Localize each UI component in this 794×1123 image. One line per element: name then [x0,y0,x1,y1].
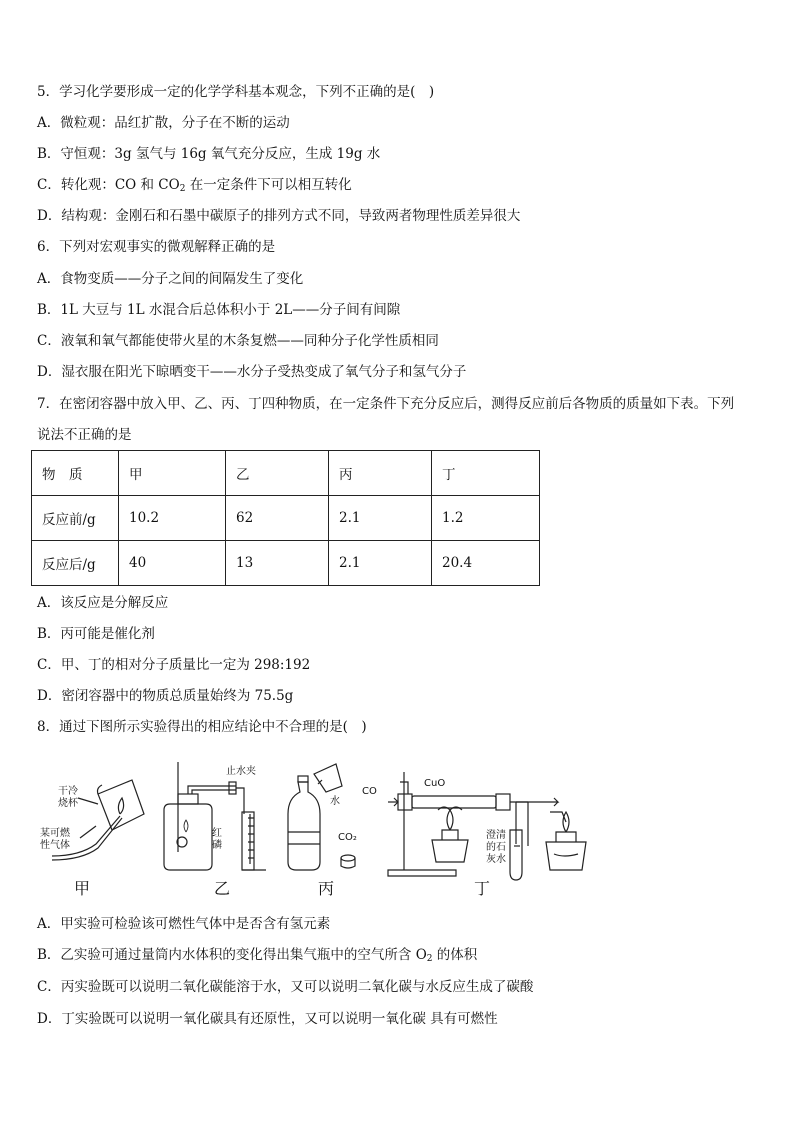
label-co2: CO₂ [338,832,357,843]
q8-stem: 8．通过下图所示实验得出的相应结论中不合理的是( ) [37,719,367,735]
q5-option-b: B．守恒观：3g 氢气与 16g 氧气充分反应，生成 19g 水 [37,146,381,162]
q8-option-a: A．甲实验可检验该可燃性气体中是否含有氢元素 [37,916,331,932]
apparatus-bing [288,764,355,870]
mass-table [31,450,540,586]
table-header-row [32,451,540,496]
label-clamp: 止水夹 [226,766,256,777]
table-cell: 反应后/g [32,541,119,586]
q7-option-b: B．丙可能是催化剂 [37,626,155,642]
label-gas-1: 某可燃 [40,828,70,839]
table-cell: 1.2 [432,496,540,541]
q8-b-text: B．乙实验可通过量筒内水体积的变化得出集气瓶中的空气所含 O [37,947,427,963]
label-lime-3: 灰水 [486,854,506,865]
table-cell: 甲 [119,451,226,496]
table-cell: 丁 [432,451,540,496]
table-cell: 乙 [226,451,329,496]
figure-label-jia: 甲 [74,879,91,898]
table-cell: 13 [226,541,329,586]
q7-option-d: D．密闭容器中的物质总质量始终为 75.5g [37,688,294,704]
q5-c-sub: 2 [179,184,186,194]
figure-label-yi: 乙 [214,879,231,898]
table-cell: 62 [226,496,329,541]
q6-option-a: A．食物变质——分子之间的间隔发生了变化 [37,271,304,287]
table-cell: 10.2 [119,496,226,541]
q6-stem: 6．下列对宏观事实的微观解释正确的是 [37,239,276,255]
label-red-2: 磷 [212,840,222,851]
table-cell: 40 [119,541,226,586]
table-cell: 物 质 [32,451,119,496]
apparatus-yi [164,762,266,870]
table-row [32,496,540,541]
label-red-1: 红 [212,828,222,839]
table-cell: 2.1 [329,541,432,586]
table-cell: 20.4 [432,541,540,586]
table-cell: 2.1 [329,496,432,541]
q5-option-a: A．微粒观：品红扩散，分子在不断的运动 [37,115,290,131]
q5-stem: 5．学习化学要形成一定的化学学科基本观念，下列不正确的是( ) [37,84,435,100]
label-water: 水 [330,796,340,807]
q8-option-c: C．丙实验既可以说明二氧化碳能溶于水，又可以说明二氧化碳与水反应生成了碳酸 [37,979,534,995]
q8-option-d: D．丁实验既可以说明一氧化碳具有还原性，又可以说明一氧化碳 具有可燃性 [37,1011,498,1027]
table-row [32,541,540,586]
q7-option-a: A．该反应是分解反应 [37,595,169,611]
label-cold-beaker-2: 烧杯 [58,798,78,809]
q7-option-c: C．甲、丁的相对分子质量比一定为 298:192 [37,657,311,673]
label-co: CO [362,786,377,797]
label-cuo: CuO [424,778,446,789]
q7-stem-2: 说法不正确的是 [37,427,132,443]
q6-option-b: B．1L 大豆与 1L 水混合后总体积小于 2L——分子间有间隙 [37,302,401,318]
q6-option-d: D．湿衣服在阳光下晾晒变干——水分子受热变成了氧气分子和氢气分子 [37,364,467,380]
figure-label-ding: 丁 [474,879,491,898]
q5-c-text: C．转化观：CO 和 CO [37,177,180,193]
q5-option-c [37,176,352,194]
q5-c-text-2: 在一定条件下可以相互转化 [185,177,352,193]
q8-b-text-2: 的体积 [432,947,478,963]
figure-label-bing: 丙 [318,879,335,898]
experiment-figure [36,752,596,902]
q8-option-b [37,946,477,964]
q5-option-d: D．结构观：金刚石和石墨中碳原子的排列方式不同，导致两者物理性质差异很大 [37,208,521,224]
label-lime-2: 的石 [486,842,506,853]
q6-option-c: C．液氧和氧气都能使带火星的木条复燃——同种分子化学性质相同 [37,333,439,349]
table-cell: 反应前/g [32,496,119,541]
table-cell: 丙 [329,451,432,496]
label-gas-2: 性气体 [40,840,70,851]
q7-stem-1: 7．在密闭容器中放入甲、乙、丙、丁四种物质，在一定条件下充分反应后，测得反应前后各物质的质量如下表。下列 [37,396,735,412]
label-lime-1: 澄清 [486,830,506,841]
q8-b-sub: 2 [426,954,433,964]
label-cold-beaker-1: 干冷 [58,786,78,797]
